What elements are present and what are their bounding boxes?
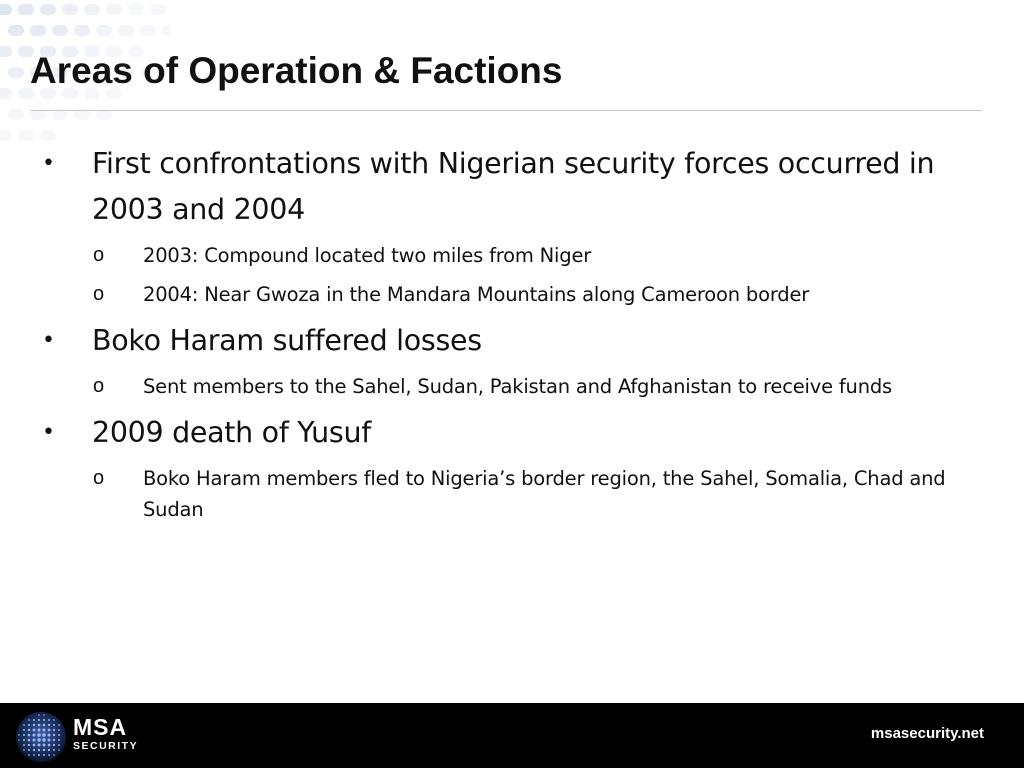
globe-dot (23, 739, 25, 741)
globe-dot (38, 724, 41, 727)
bullet-text: Boko Haram suffered losses (92, 324, 482, 357)
globe-dot (58, 749, 60, 751)
globe-dot (37, 728, 40, 731)
globe-dot (38, 714, 40, 716)
globe-dot (33, 719, 35, 721)
bullet-marker: • (42, 420, 55, 445)
globe-dot (28, 729, 30, 731)
globe-dot (53, 744, 55, 746)
globe-dot (43, 719, 45, 721)
globe-dot (53, 734, 55, 736)
globe-dot (53, 749, 55, 751)
globe-dots-icon (14, 710, 68, 764)
globe-dot (28, 749, 30, 751)
website-link[interactable]: msasecurity.net (870, 725, 984, 742)
footer-bar (0, 703, 1024, 768)
globe-dot (48, 744, 51, 747)
globe-dot (28, 724, 30, 726)
globe-dot (32, 733, 35, 736)
globe-dot (53, 739, 55, 741)
globe-dot (38, 744, 41, 747)
globe-dot (43, 754, 45, 756)
globe-dot (38, 719, 40, 721)
globe-dot (28, 754, 30, 756)
globe-dot (33, 724, 35, 726)
globe-dot (23, 729, 25, 731)
globe-dot (43, 744, 46, 747)
sub-bullet-marker: o (93, 283, 105, 305)
sub-bullet-text: 2004: Near Gwoza in the Mandara Mountains along Cameroon border (143, 283, 810, 306)
bullet-marker: • (42, 328, 55, 353)
globe-dot (42, 738, 45, 741)
globe-dot (28, 734, 31, 737)
globe-dot (48, 734, 51, 737)
globe-dot (48, 749, 50, 751)
sub-bullet-marker: o (93, 467, 105, 489)
globe-dot (28, 744, 30, 746)
globe-dot (53, 729, 55, 731)
globe-dot (58, 724, 60, 726)
sub-bullet-marker: o (93, 375, 105, 397)
globe-dot (48, 719, 50, 721)
logo-tagline: SECURITY (73, 740, 139, 752)
slide-title: Areas of Operation & Factions (30, 50, 563, 91)
globe-dot (53, 724, 55, 726)
globe-dot (28, 739, 31, 742)
bullet-text: 2009 death of Yusuf (92, 416, 371, 449)
globe-dot (37, 738, 40, 741)
globe-dot (38, 749, 40, 751)
globe-dot (32, 738, 35, 741)
globe-dot (58, 744, 60, 746)
bullet-marker: • (42, 151, 55, 176)
logo-name: MSA (73, 714, 128, 740)
globe-dot (48, 724, 50, 726)
globe-dot (28, 719, 30, 721)
globe-dot (42, 733, 45, 736)
sub-bullet-text: 2003: Compound located two miles from Niger (143, 244, 592, 267)
globe-dot (43, 749, 45, 751)
globe-dot (33, 749, 35, 751)
globe-dot (58, 734, 60, 736)
globe-dot (48, 739, 51, 742)
globe-dot (43, 724, 46, 727)
globe-dot (23, 734, 25, 736)
globe-dot (42, 728, 45, 731)
globe-dot (48, 754, 50, 756)
globe-dot (53, 719, 55, 721)
globe-dot (23, 749, 25, 751)
globe-dot (33, 744, 36, 747)
globe-dot (33, 754, 35, 756)
globe-dot (23, 744, 25, 746)
globe-dot (43, 714, 45, 716)
sub-bullet-text: Boko Haram members fled to Nigeria’s border region, the Sahel, Somalia, Chad and Sudan (143, 467, 946, 521)
company-logo[interactable] (10, 709, 160, 763)
globe-dot (38, 754, 40, 756)
globe-dot (58, 729, 60, 731)
globe-dot (18, 734, 20, 736)
globe-dot (33, 729, 36, 732)
globe-dot (58, 739, 60, 741)
globe-dot (18, 739, 20, 741)
sub-bullet-marker: o (93, 244, 105, 266)
sub-bullet-text: Sent members to the Sahel, Sudan, Pakistan and Afghanistan to receive funds (143, 375, 892, 398)
globe-dot (53, 754, 55, 756)
globe-dot (37, 733, 41, 737)
bullet-text: First confrontations with Nigerian security forces occurred in 2003 and 2004 (92, 147, 935, 226)
globe-dot (48, 729, 51, 732)
globe-dot (23, 724, 25, 726)
